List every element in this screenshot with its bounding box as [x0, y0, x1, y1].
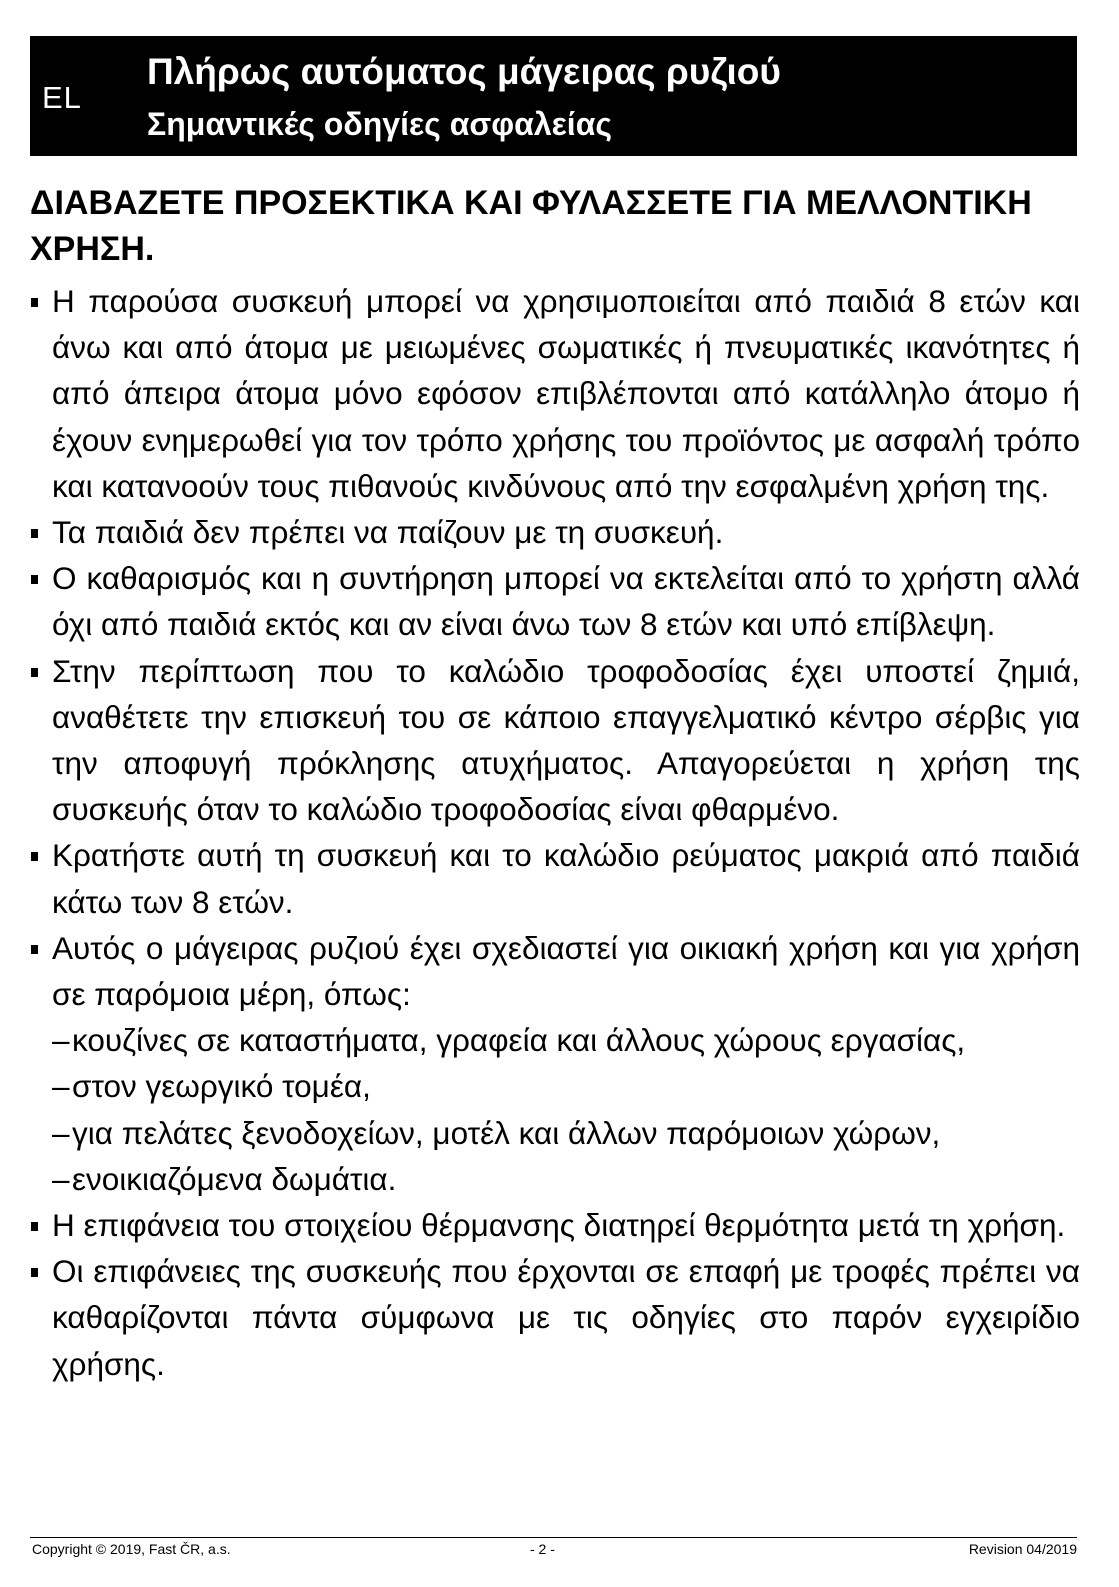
list-item: [30, 278, 1080, 509]
sub-item: [52, 1017, 1080, 1063]
language-code: EL: [42, 80, 82, 115]
list-item-text: Η παρούσα συσκευή μπορεί να χρησιμοποιείται από παιδιά 8 ετών και άνω και από άτομα με μειωμένες σωματικές ή πνευματικές ικανότητες ή από άπειρα άτομα μόνο εφόσον επιβλέπονται από κατάλληλο άτομο ή έχουν ενημερωθεί για τον τρόπο χρήσης του προϊόντος με ασφαλή τρόπο και κατανοούν τους πιθανούς κινδύνους από την εσφαλμένη χρήση της.: [52, 283, 1080, 504]
list-item: [30, 1202, 1080, 1248]
list-item-text: Η επιφάνεια του στοιχείου θέρμανσης διατηρεί θερμότητα μετά τη χρήση.: [52, 1207, 1066, 1244]
sub-item-text: για πελάτες ξενοδοχείων, μοτέλ και άλλων παρόμοιων χώρων,: [72, 1114, 941, 1151]
dash-icon: –: [52, 1114, 70, 1151]
list-item-text: Κρατήστε αυτή τη συσκευή και το καλώδιο ρεύματος μακριά από παιδιά κάτω των 8 ετών.: [52, 837, 1080, 920]
page-title: Πλήρως αυτόματος μάγειρας ρυζιού: [147, 51, 781, 92]
footer-page-number: - 2 -: [530, 1541, 555, 1557]
list-item: [30, 1248, 1080, 1387]
list-item-text: Στην περίπτωση που το καλώδιο τροφοδοσίας έχει υποστεί ζημιά, αναθέτετε την επισκευή του σε κάποιο επαγγελματικό κέντρο σέρβις για την αποφυγή πρόκλησης ατυχήματος. Απαγορεύεται η χρήση της συσκευής όταν το καλώδιο τροφοδοσίας είναι φθαρμένο.: [52, 652, 1080, 828]
sub-item: [52, 1063, 1080, 1109]
dash-icon: –: [52, 1068, 70, 1105]
list-item-text: Τα παιδιά δεν πρέπει να παίζουν με τη συσκευή.: [52, 514, 724, 551]
footer-divider: [30, 1537, 1077, 1538]
page-subtitle: Σημαντικές οδηγίες ασφαλείας: [147, 106, 612, 142]
bullet-icon: [31, 852, 38, 861]
bullet-icon: [31, 668, 38, 677]
safety-list: [30, 278, 1080, 1387]
bullet-icon: [31, 298, 38, 307]
list-item: [30, 648, 1080, 833]
dash-icon: –: [52, 1160, 70, 1197]
list-item-text: Ο καθαρισμός και η συντήρηση μπορεί να εκτελείται από το χρήστη αλλά όχι από παιδιά εκτός και αν είναι άνω των 8 ετών και υπό επίβλεψη.: [52, 560, 1080, 643]
bullet-icon: [31, 1222, 38, 1231]
list-item: [30, 925, 1080, 1202]
list-item-text: Αυτός ο μάγειρας ρυζιού έχει σχεδιαστεί για οικιακή χρήση και για χρήση σε παρόμοια μέρη, όπως:: [52, 929, 1080, 1013]
bullet-icon: [31, 945, 38, 954]
footer-copyright: Copyright © 2019, Fast ČR, a.s.: [32, 1541, 231, 1557]
footer-revision: Revision 04/2019: [968, 1541, 1077, 1557]
header-banner: [30, 36, 1077, 156]
bullet-icon: [31, 529, 38, 538]
bullet-icon: [31, 1268, 38, 1277]
sub-item-text: κουζίνες σε καταστήματα, γραφεία και άλλους χώρους εργασίας,: [72, 1022, 966, 1059]
list-item: [30, 832, 1080, 924]
bullet-icon: [31, 575, 38, 584]
sub-item-text: στον γεωργικό τομέα,: [72, 1068, 371, 1105]
dash-icon: –: [52, 1022, 70, 1059]
sub-item: [52, 1110, 1080, 1156]
intro-heading: ΔΙΑΒΑΖΕΤΕ ΠΡΟΣΕΚΤΙΚΑ ΚΑΙ ΦΥΛΑΣΣΕΤΕ ΓΙΑ ΜΕΛΛΟΝΤΙΚΗ ΧΡΗΣΗ.: [30, 184, 1032, 268]
sub-item: [52, 1156, 1080, 1202]
list-item: [30, 509, 1080, 555]
list-item: [30, 555, 1080, 647]
list-item-text: Οι επιφάνειες της συσκευής που έρχονται σε επαφή με τροφές πρέπει να καθαρίζονται πάντα σύμφωνα με τις οδηγίες στο παρόν εγχειρίδιο χρήσης.: [52, 1253, 1080, 1382]
sub-item-text: ενοικιαζόμενα δωμάτια.: [72, 1160, 397, 1197]
